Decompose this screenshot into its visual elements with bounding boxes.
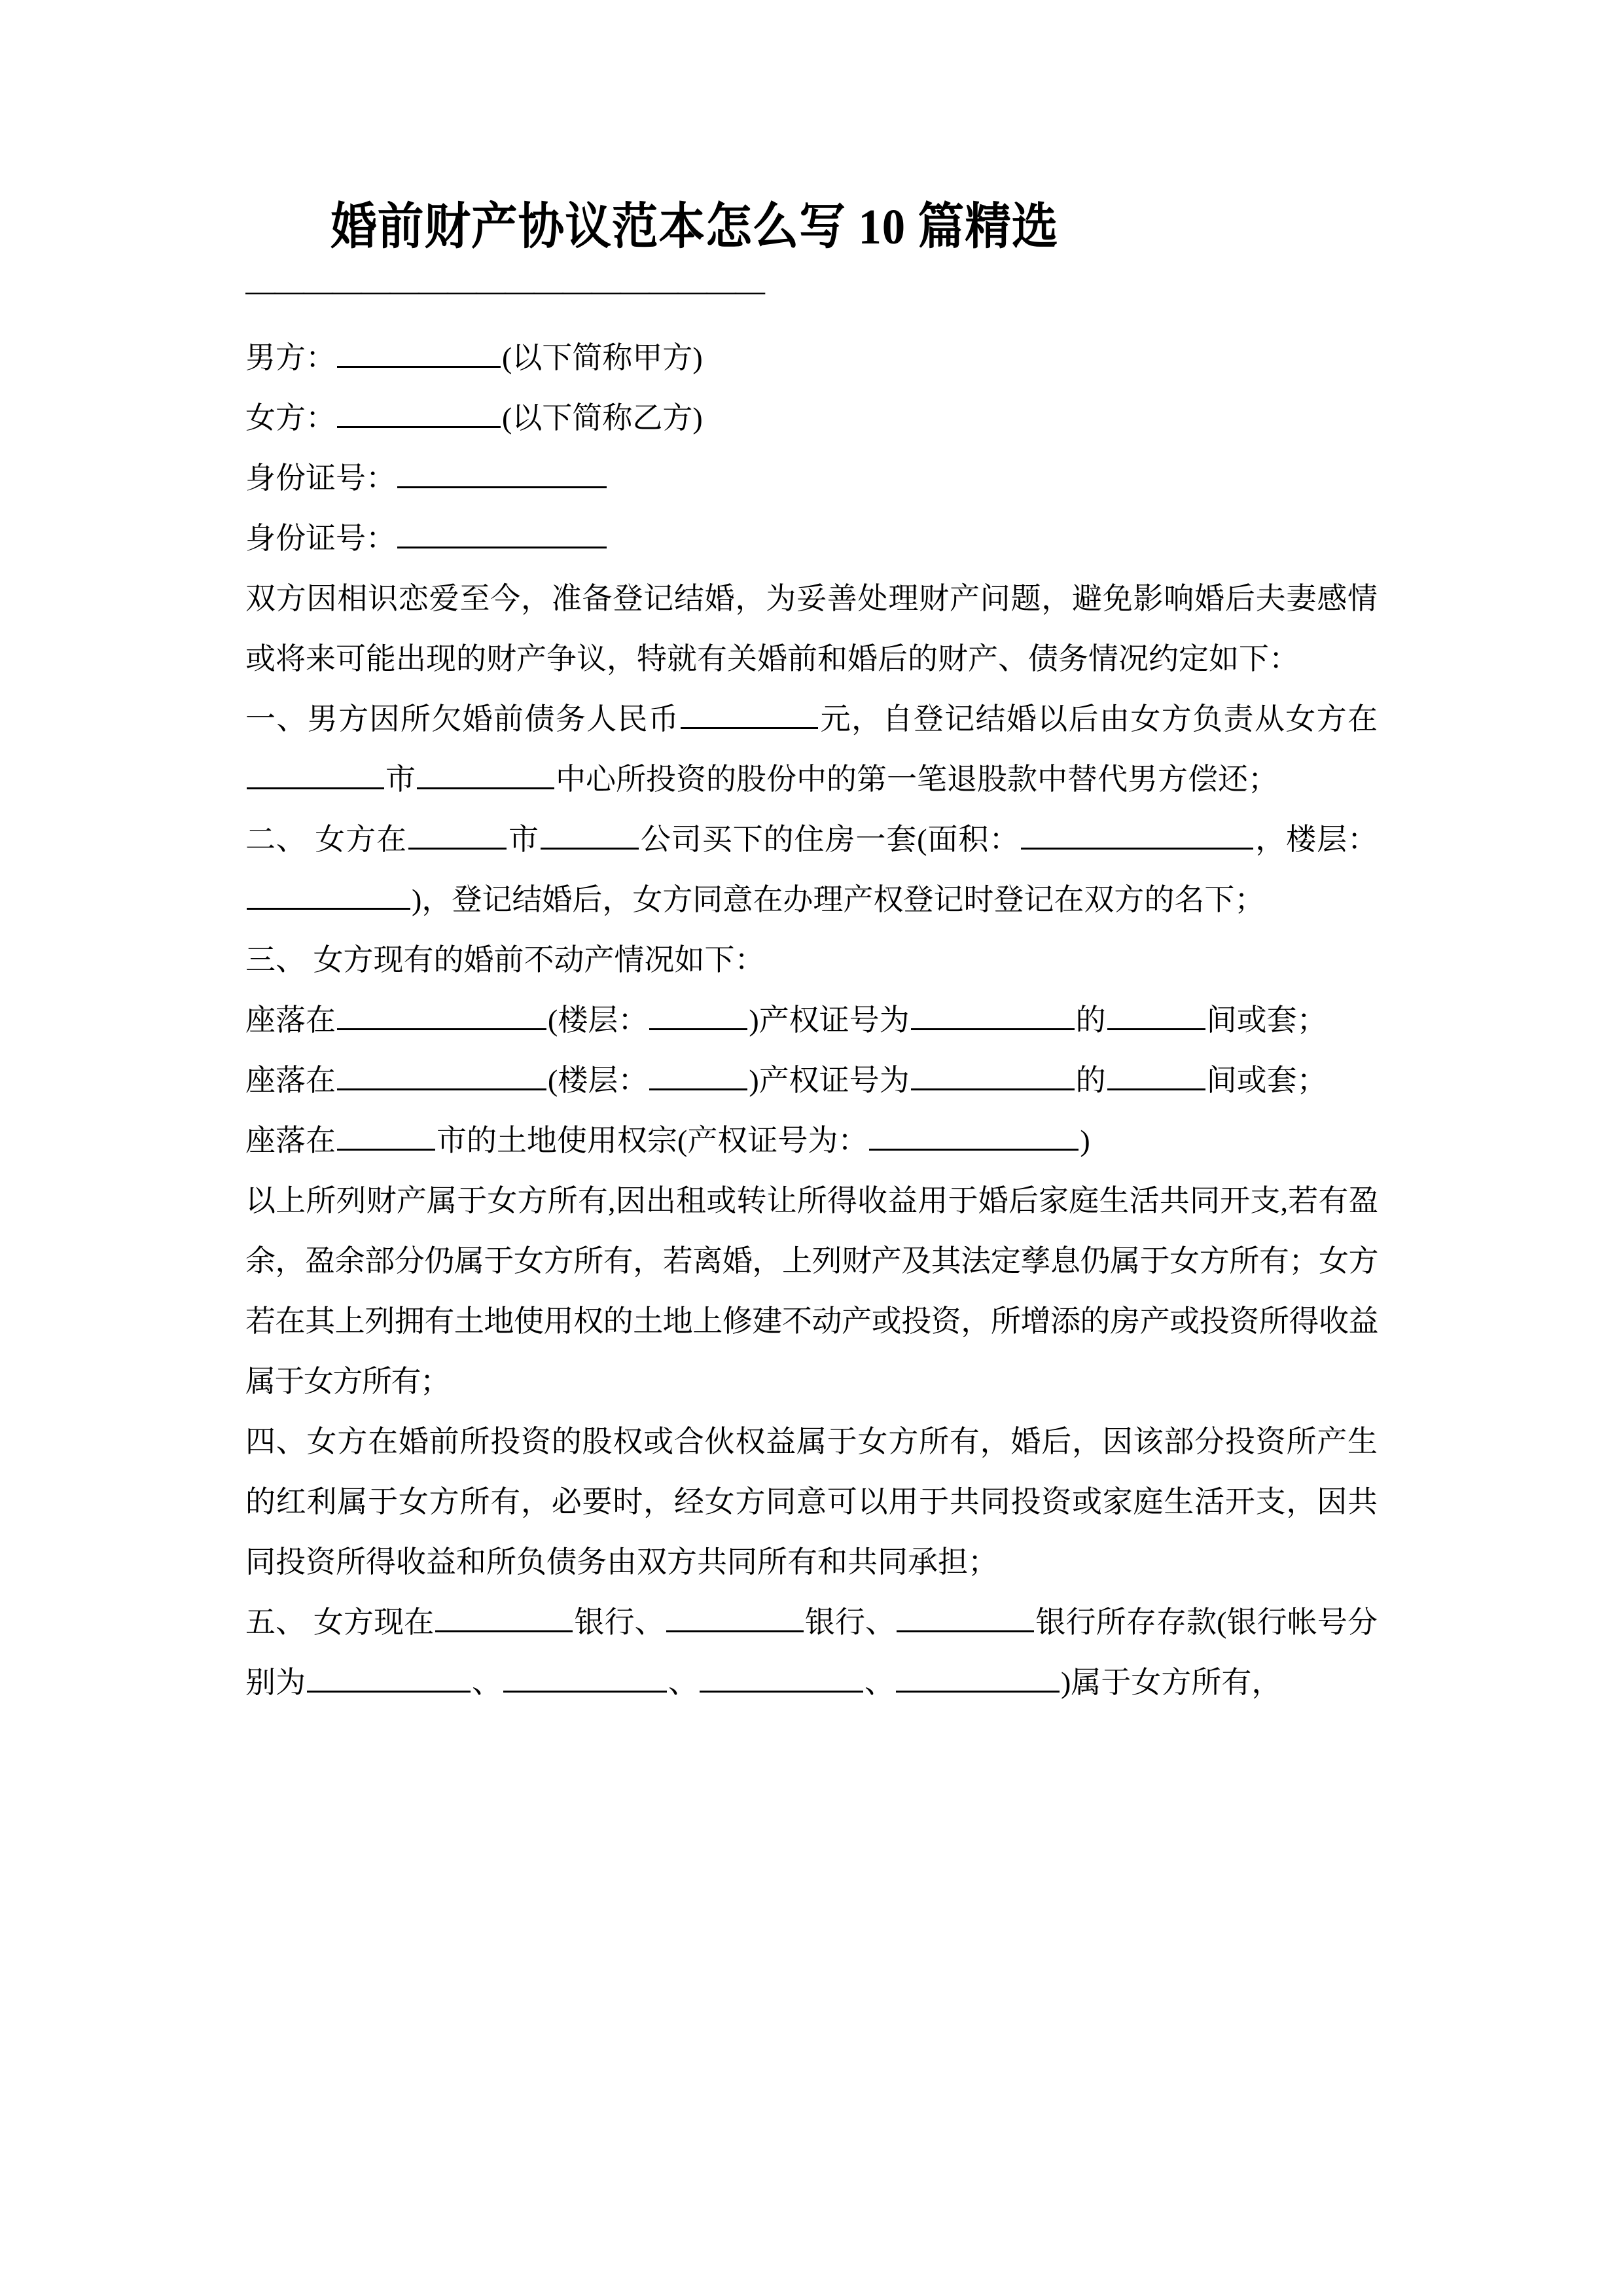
clause-five-account-3-input[interactable] [700,1663,863,1693]
land-use-right-line [245,1111,1378,1171]
clause-one-city-input[interactable] [247,760,384,789]
clause-five-text-1: 五、 女方现在 [245,1605,435,1639]
clause-two-text-2: 市 [508,823,539,856]
property-1-mid3: 的 [1075,1003,1106,1037]
property-2-count-input[interactable] [1107,1061,1205,1090]
title-separator: —————————————————— [245,276,764,306]
clause-five-account-1-input[interactable] [307,1663,471,1693]
clause-two-city-input[interactable] [408,820,507,850]
clause-one [245,689,1378,810]
property-1-prefix: 座落在 [245,1003,336,1037]
property-1-floor-input[interactable] [649,1001,747,1030]
field-id-number-1 [245,448,1378,509]
clause-two-text-4: ， [1255,823,1287,856]
clause-two-text-1: 二、 女方在 [245,823,408,856]
clause-one-center-input[interactable] [417,760,554,789]
id-number-1-input[interactable] [397,459,607,488]
document-content [245,196,1378,1713]
female-party-input[interactable] [337,399,501,428]
clause-two-text-3: 公司买下的住房一套(面积： [639,823,1020,856]
clause-two-company-input[interactable] [541,820,639,850]
property-2-mid: (楼层： [548,1064,649,1097]
male-party-input[interactable] [337,338,501,368]
id-number-2-label: 身份证号： [245,522,396,555]
property-2-address-input[interactable] [337,1061,546,1090]
property-2-mid2: )产权证号为 [749,1064,910,1097]
clause-one-text-2: 元，自登记结婚以后由女方负责从女方在 [819,702,1378,736]
page-title: 婚前财产协议范本怎么写 10 篇精选 [330,200,1059,255]
property-line-1 [245,990,1378,1050]
clause-two [245,810,1378,930]
clause-five-text-8: )属于女方所有， [1061,1666,1282,1699]
land-cert-input[interactable] [869,1121,1079,1151]
clause-five-account-4-input[interactable] [896,1663,1060,1693]
clause-two-area-input[interactable] [1021,820,1253,850]
clause-five-text-5: 、 [472,1666,502,1699]
male-party-label: 男方： [245,341,336,374]
clause-two-text-5: 楼层： [1286,823,1378,856]
clause-one-debt-input[interactable] [681,700,818,729]
property-2-prefix: 座落在 [245,1064,336,1097]
clause-one-text-1: 一、男方因所欠婚前债务人民币 [245,702,680,736]
clause-one-text-4: 中心所投资的股份中的第一笔退股款中替代男方偿还； [556,762,1278,796]
clause-five-text-7: 、 [865,1666,895,1699]
property-2-suffix: 间或套； [1206,1064,1327,1097]
female-party-label: 女方： [245,401,336,435]
clause-five-text-3: 银行、 [804,1605,896,1639]
property-2-mid3: 的 [1075,1064,1106,1097]
field-id-number-2 [245,509,1378,569]
land-city-input[interactable] [337,1121,435,1151]
clause-five-bank-1-input[interactable] [435,1603,573,1632]
field-male-party [245,328,1378,388]
clause-five-text-6: 、 [668,1666,698,1699]
property-line-2 [245,1050,1378,1111]
male-party-suffix: (以下简称甲方) [502,341,703,374]
property-2-floor-input[interactable] [649,1061,747,1090]
clause-three-heading: 三、 女方现有的婚前不动产情况如下： [245,943,765,977]
female-party-suffix: (以下简称乙方) [502,401,703,435]
clause-five-account-2-input[interactable] [503,1663,667,1693]
field-female-party [245,388,1378,448]
property-1-address-input[interactable] [337,1001,546,1030]
land-prefix: 座落在 [245,1124,336,1157]
clause-five-bank-2-input[interactable] [666,1603,804,1632]
property-1-mid2: )产权证号为 [749,1003,910,1037]
property-1-suffix: 间或套； [1206,1003,1327,1037]
land-suffix: ) [1080,1124,1090,1157]
clause-two-text-6: )，登记结婚后，女方同意在办理产权登记时登记在双方的名下； [412,883,1265,916]
property-1-cert-input[interactable] [911,1001,1075,1030]
clause-five [245,1592,1378,1713]
clause-four: 四、女方在婚前所投资的股权或合伙权益属于女方所有，婚后，因该部分投资所产生的红利属于女方所有，必要时，经女方同意可以用于共同投资或家庭生活开支，因共同投资所得收益和所负债务由双方共同所有和共同承担； [245,1425,1378,1579]
id-number-2-input[interactable] [397,519,607,548]
clause-three-tail: 以上所列财产属于女方所有,因出租或转让所得收益用于婚后家庭生活共同开支,若有盈余，盈余部分仍属于女方所有，若离婚，上列财产及其法定孳息仍属于女方所有；女方若在其上列拥有土地使用权的土地上修建不动产或投资，所增添的房产或投资所得收益属于女方所有； [245,1184,1378,1398]
clause-five-bank-3-input[interactable] [897,1603,1034,1632]
id-number-1-label: 身份证号： [245,461,396,495]
land-mid: 市的土地使用权宗(产权证号为： [437,1124,868,1157]
clause-five-text-4: 银行所存存款(银行帐号分别为 [245,1605,1378,1699]
property-1-count-input[interactable] [1107,1001,1205,1030]
property-1-mid: (楼层： [548,1003,649,1037]
clause-five-text-2: 银行、 [574,1605,665,1639]
clause-one-text-3: 市 [385,762,416,796]
clause-two-floor-input[interactable] [247,880,410,910]
property-2-cert-input[interactable] [911,1061,1075,1090]
preamble-paragraph: 双方因相识恋爱至今，准备登记结婚，为妥善处理财产问题，避免影响婚后夫妻感情或将来可能出现的财产争议，特就有关婚前和婚后的财产、债务情况约定如下： [245,582,1378,675]
